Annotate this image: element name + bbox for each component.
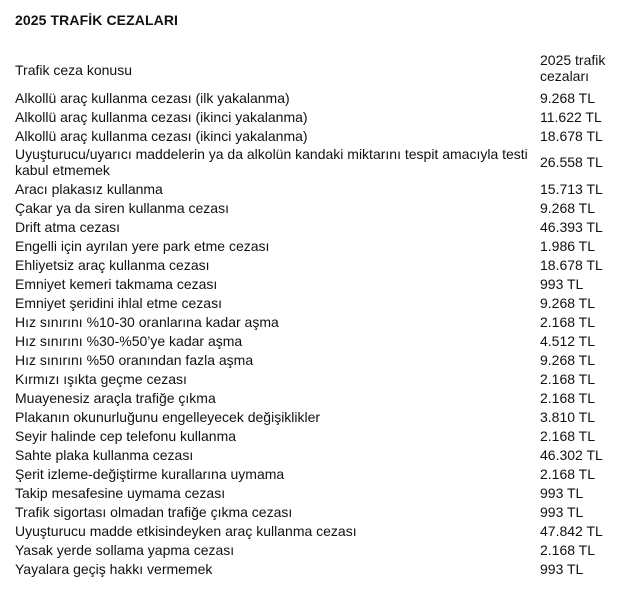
table-row <box>12 540 613 559</box>
header-amount: 2025 trafik cezaları <box>540 52 606 84</box>
fine-subject: Emniyet kemeri takmama cezası <box>15 275 218 292</box>
fine-subject: Hız sınırını %10-30 oranlarına kadar aşma <box>15 313 279 330</box>
fine-subject: Trafik sigortası olmadan trafiğe çıkma cezası <box>15 503 293 520</box>
fine-amount: 3.810 TL <box>540 408 596 425</box>
table-row <box>12 274 613 293</box>
fine-subject: Aracı plakasız kullanma <box>15 180 163 197</box>
table-row <box>12 559 613 578</box>
fine-amount: 46.302 TL <box>540 446 603 463</box>
fine-subject: Ehliyetsiz araç kullanma cezası <box>15 256 210 273</box>
fine-subject: Hız sınırını %30-%50’ye kadar aşma <box>15 332 243 349</box>
fine-amount: 18.678 TL <box>540 127 603 144</box>
table-row <box>12 145 613 179</box>
fine-subject: Alkollü araç kullanma cezası (ikinci yakalanma) <box>15 108 308 125</box>
table-row <box>12 236 613 255</box>
table-row <box>12 198 613 217</box>
table-row <box>12 464 613 483</box>
table-row <box>12 445 613 464</box>
fine-subject: Plakanın okunurluğunu engelleyecek değişiklikler <box>15 408 321 425</box>
fine-amount: 993 TL <box>540 484 584 501</box>
fine-subject: Çakar ya da siren kullanma cezası <box>15 199 229 216</box>
fine-subject: Emniyet şeridini ihlal etme cezası <box>15 294 222 311</box>
fine-amount: 1.986 TL <box>540 237 596 254</box>
table-row <box>12 293 613 312</box>
fine-subject: Engelli için ayrılan yere park etme cezası <box>15 237 270 254</box>
fine-amount: 9.268 TL <box>540 199 596 216</box>
fine-amount: 18.678 TL <box>540 256 603 273</box>
table-row <box>12 388 613 407</box>
fine-subject: Kırmızı ışıkta geçme cezası <box>15 370 187 387</box>
fine-subject: Yasak yerde sollama yapma cezası <box>15 541 235 558</box>
fines-table <box>12 52 613 578</box>
table-row <box>12 126 613 145</box>
fine-subject: Uyuşturucu madde etkisindeyken araç kullanma cezası <box>15 522 357 539</box>
table-row <box>12 331 613 350</box>
table-row <box>12 350 613 369</box>
fine-amount: 9.268 TL <box>540 294 596 311</box>
fine-amount: 2.168 TL <box>540 465 596 482</box>
fine-amount: 4.512 TL <box>540 332 596 349</box>
fine-amount: 9.268 TL <box>540 351 596 368</box>
fine-amount: 11.622 TL <box>540 108 602 125</box>
fine-amount: 2.168 TL <box>540 370 596 387</box>
fine-amount: 9.268 TL <box>540 89 596 106</box>
fine-subject: Sahte plaka kullanma cezası <box>15 446 194 463</box>
fine-amount: 2.168 TL <box>540 541 596 558</box>
fine-subject: Takip mesafesine uymama cezası <box>15 484 226 501</box>
fine-subject: Seyir halinde cep telefonu kullanma <box>15 427 237 444</box>
table-header-row <box>12 52 613 88</box>
fine-amount: 47.842 TL <box>540 522 603 539</box>
fine-subject: Uyuşturucu/uyarıcı maddelerin ya da alkolün kandaki miktarını tespit amacıyla testi kabul etmemek <box>15 146 528 178</box>
table-row <box>12 483 613 502</box>
table-row <box>12 369 613 388</box>
table-row <box>12 521 613 540</box>
table-row <box>12 312 613 331</box>
table-row <box>12 88 613 107</box>
fine-amount: 993 TL <box>540 275 584 292</box>
page-title: 2025 TRAFİK CEZALARI <box>15 12 179 28</box>
fine-subject: Drift atma cezası <box>15 218 121 235</box>
fine-amount: 46.393 TL <box>540 218 603 235</box>
fine-amount: 15.713 TL <box>540 180 603 197</box>
fine-amount: 993 TL <box>540 560 584 577</box>
fine-subject: Alkollü araç kullanma cezası (ilk yakalanma) <box>15 89 290 106</box>
table-row <box>12 255 613 274</box>
fine-amount: 993 TL <box>540 503 584 520</box>
fine-subject: Hız sınırını %50 oranından fazla aşma <box>15 351 254 368</box>
table-row <box>12 217 613 236</box>
header-subject: Trafik ceza konusu <box>15 62 132 78</box>
fine-subject: Şerit izleme-değiştirme kurallarına uymama <box>15 465 285 482</box>
table-row <box>12 502 613 521</box>
fine-subject: Muayenesiz araçla trafiğe çıkma <box>15 389 216 406</box>
fine-amount: 2.168 TL <box>540 313 596 330</box>
table-row <box>12 426 613 445</box>
fine-subject: Alkollü araç kullanma cezası (ikinci yakalanma) <box>15 127 308 144</box>
fine-subject: Yayalara geçiş hakkı vermemek <box>15 560 213 577</box>
fine-amount: 2.168 TL <box>540 427 596 444</box>
table-row <box>12 179 613 198</box>
table-row <box>12 107 613 126</box>
table-row <box>12 407 613 426</box>
fine-amount: 26.558 TL <box>540 154 603 170</box>
fine-amount: 2.168 TL <box>540 389 596 406</box>
